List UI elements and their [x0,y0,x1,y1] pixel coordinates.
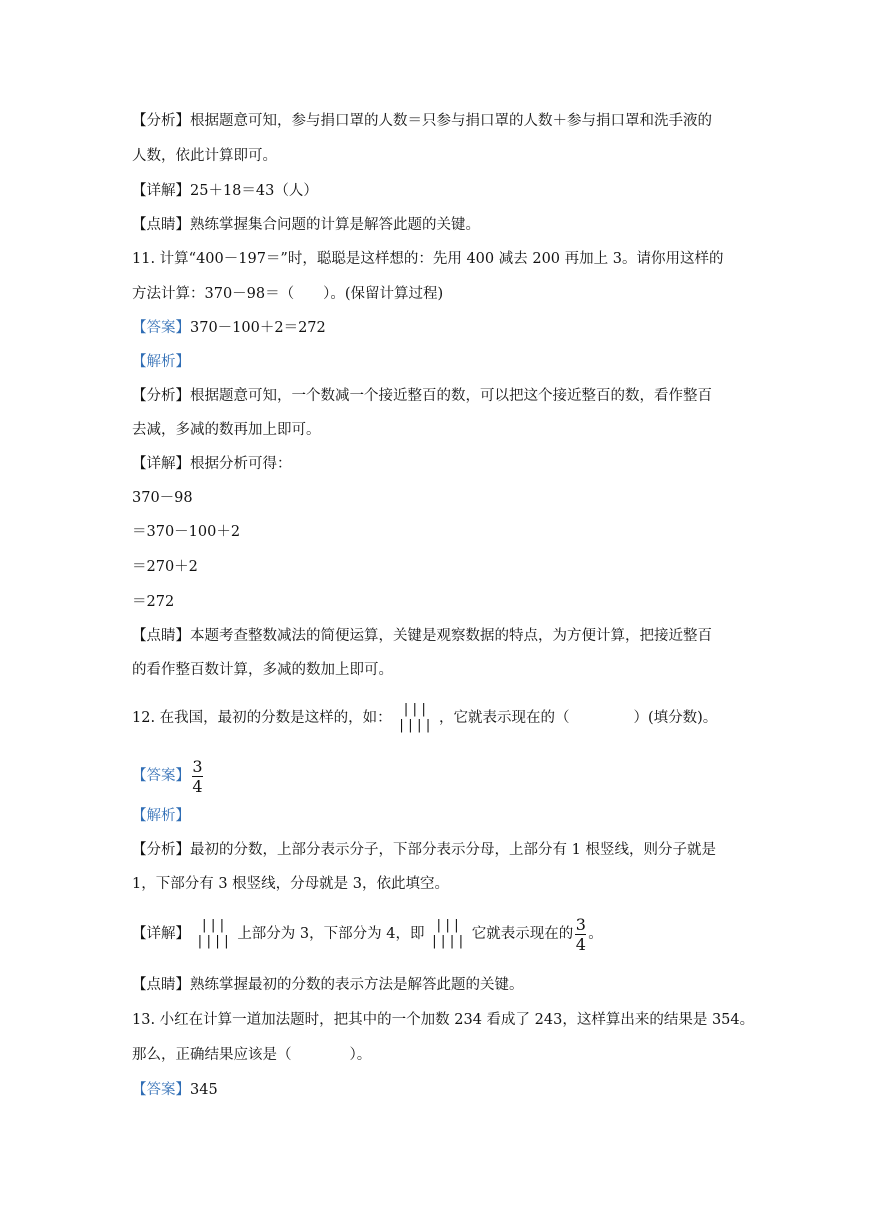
counting-rods-figure: ||| |||| [397,702,433,733]
fraction-answer: $\frac{3}{4}$ [192,756,203,796]
calc-step: ＝270＋2 [132,559,198,575]
question-11-line: 11. 计算“400－197＝”时，聪聪是这样想的：先用 400 减去 200 再加上 3。请你用这样的 [132,251,724,267]
solution-heading: 【解析】 [132,354,190,370]
calc-step: ＝272 [132,594,175,610]
question-13-line: 那么，正确结果应该是（ ）。 [132,1047,372,1063]
fraction-result: $\frac{3}{4}$ [575,914,586,954]
question-11-line: 方法计算：370－98＝（ ）。(保留计算过程) [132,286,444,302]
key-point-line: 的看作整百数计算，多减的数加上即可。 [132,662,393,678]
question-12-line: 12. 在我国，最初的分数是这样的，如： ||| |||| ，它就表示现在的（ ）(填分数)。 [132,702,718,733]
analysis-line: 去减，多减的数再加上即可。 [132,422,321,438]
detail-line: 【详解】 ||| |||| 上部分为 3，下部分为 4，即 ||| |||| 它就表示现在的 $\frac{3}{4}$ 。 [132,914,603,954]
calc-step: 370－98 [132,490,193,506]
counting-rods-figure: ||| |||| [430,918,466,949]
answer-line: 【答案】370－100＋2＝272 [132,320,326,336]
counting-rods-figure: ||| |||| [196,918,232,949]
detail-line: 【详解】25＋18＝43（人） [132,183,318,199]
key-point-line: 【点睛】本题考查整数减法的简便运算，关键是观察数据的特点，为方便计算，把接近整百 [132,628,712,644]
analysis-line: 【分析】根据题意可知，参与捐口罩的人数＝只参与捐口罩的人数＋参与捐口罩和洗手液的 [132,113,712,129]
key-point-line: 【点睛】熟练掌握集合问题的计算是解答此题的关键。 [132,217,480,233]
question-13-line: 13. 小红在计算一道加法题时，把其中的一个加数 234 看成了 243，这样算出来的结果是 354。 [132,1012,755,1028]
analysis-line: 人数，依此计算即可。 [132,148,277,164]
answer-line: 【答案】345 [132,1082,218,1098]
detail-line: 【详解】根据分析可得： [132,456,292,472]
analysis-line: 【分析】最初的分数，上部分表示分子，下部分表示分母，上部分有 1 根竖线，则分子就是 [132,842,716,858]
analysis-line: 1，下部分有 3 根竖线，分母就是 3，依此填空。 [132,876,450,892]
key-point-line: 【点睛】熟练掌握最初的分数的表示方法是解答此题的关键。 [132,977,524,993]
solution-heading: 【解析】 [132,808,190,824]
analysis-line: 【分析】根据题意可知，一个数减一个接近整百的数，可以把这个接近整百的数，看作整百 [132,388,712,404]
answer-line: 【答案】 $\frac{3}{4}$ [132,756,203,796]
calc-step: ＝370－100＋2 [132,524,241,540]
